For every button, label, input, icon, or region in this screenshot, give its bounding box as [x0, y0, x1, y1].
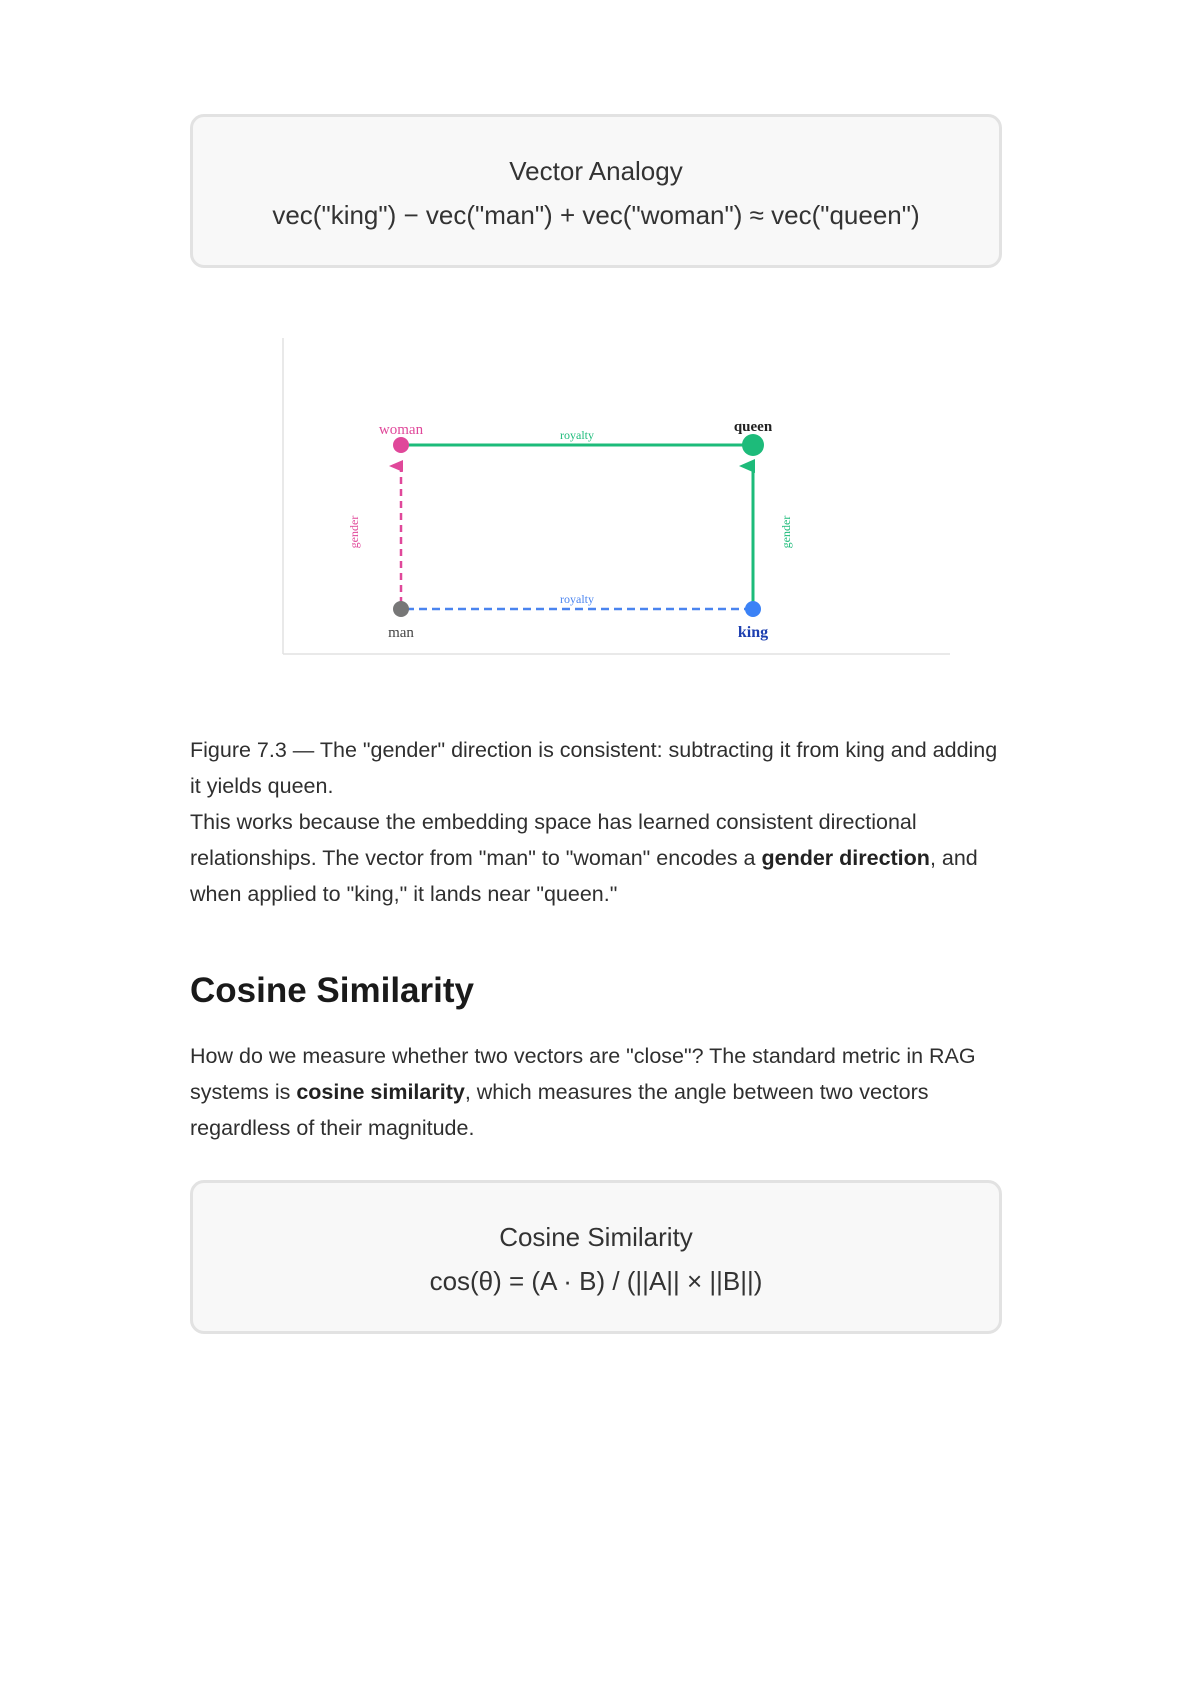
figure-caption: Figure 7.3 — The "gender" direction is consistent: subtracting it from king and adding it yields queen. [190, 738, 998, 798]
king-node [745, 601, 761, 617]
royalty-bottom-label: royalty [560, 592, 594, 606]
gender-left-label: gender [347, 515, 361, 549]
explanation-text-end: , and when applied to "king," it lands near "queen." [190, 846, 978, 906]
gender-right-label: gender [779, 515, 793, 549]
analogy-formula-box [190, 114, 1002, 268]
formula-title: Cosine Similarity [499, 1222, 693, 1252]
cosine-text-start: How do we measure whether two vectors are "close"? The standard metric in RAG systems is [190, 1044, 976, 1104]
royalty-top-label: royalty [560, 428, 594, 442]
man-node [393, 601, 409, 617]
woman-label: woman [378, 422, 424, 438]
man-label: man [388, 625, 414, 641]
woman-node [393, 437, 409, 453]
formula-expression: vec("king") − vec("man") + vec("woman") ≈ vec("queen") [272, 200, 920, 230]
cosine-text-end: , which measures the angle between two vectors regardless of their magnitude. [190, 1080, 929, 1140]
cosine-paragraph [190, 1038, 1010, 1146]
formula-expression: cos(θ) = (A · B) / (||A|| × ||B||) [429, 1266, 763, 1296]
queen-node [742, 434, 764, 456]
cosine-formula-box [190, 1180, 1002, 1334]
explanation-text-start: This works because the embedding space has learned consistent directional relationships. The vector from "man" to "woman" encodes a [190, 810, 917, 870]
king-label: king [737, 624, 769, 641]
formula-title: Vector Analogy [509, 156, 683, 186]
section-heading: Cosine Similarity [190, 971, 474, 1010]
cosine-bold-term: cosine similarity [296, 1080, 465, 1104]
queen-label: queen [733, 419, 773, 435]
explanation-paragraph [190, 804, 1010, 912]
explanation-bold-term: gender direction [761, 846, 930, 870]
vector-analogy-diagram [276, 336, 952, 656]
